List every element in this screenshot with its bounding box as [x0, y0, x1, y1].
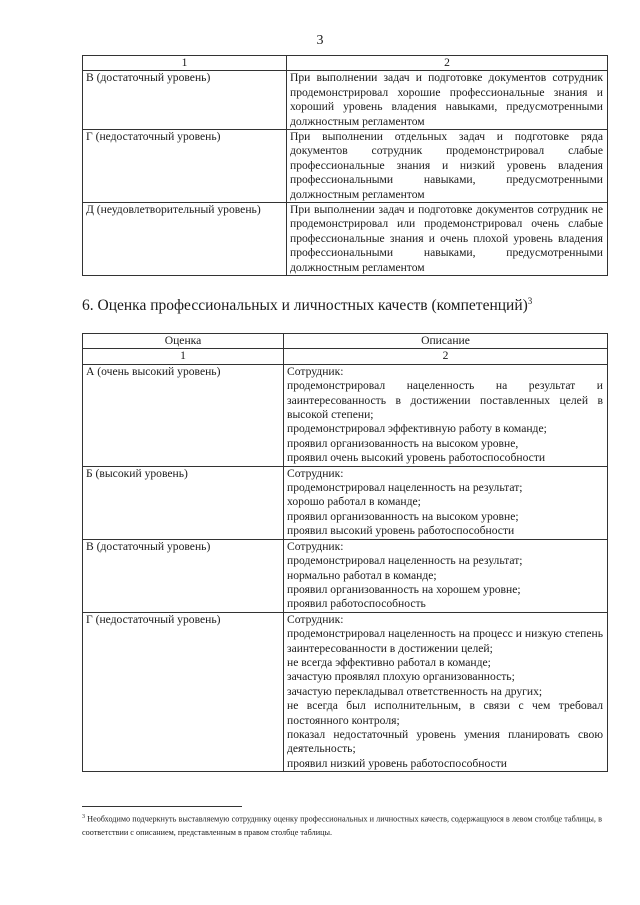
- footnote-reference: 3: [527, 296, 533, 306]
- table-row: [83, 466, 608, 539]
- description-cell: [284, 364, 608, 466]
- table-row: [83, 203, 608, 276]
- description-line: зачастую перекладывал ответственность на других;: [287, 684, 543, 698]
- grade-cell: А (очень высокий уровень): [83, 364, 284, 466]
- description-line: проявил организованность на высоком уровне,: [287, 436, 519, 450]
- section-6-title: [82, 296, 532, 315]
- description-line: проявил работоспособность: [287, 597, 426, 611]
- footnote-divider: [82, 806, 242, 807]
- grade-cell: Б (высокий уровень): [83, 466, 284, 539]
- column-number-2: 2: [284, 349, 608, 364]
- description-cell: При выполнении задач и подготовке документов сотрудник не продемонстрировал или продемонстрировал очень слабые профессиональные знания и очень плохой уровень владения профессиональными навыками, предусмотренными должностным регламентом: [287, 203, 608, 276]
- footnote-text: Необходимо подчеркнуть выставляемую сотруднику оценку профессиональных и личностных качеств, содержащуюся в левом столбце таблицы, в соответствии с описанием, представленным в правом столбце таблицы.: [82, 814, 602, 837]
- description-line: продемонстрировал нацеленность на результат;: [287, 481, 523, 495]
- table-row: [83, 364, 608, 466]
- description-line: не всегда эффективно работал в команде;: [287, 655, 491, 669]
- description-line: не всегда был исполнительным, в связи с чем требовал постоянного контроля;: [287, 699, 603, 727]
- description-line: Сотрудник:: [287, 466, 344, 480]
- column-number-1: 1: [83, 349, 284, 364]
- description-cell: [284, 466, 608, 539]
- description-cell: [284, 539, 608, 612]
- table-row: [83, 130, 608, 203]
- table-header-row: [83, 56, 608, 71]
- description-line: хорошо работал в команде;: [287, 495, 421, 509]
- grade-table-continued: [82, 55, 608, 276]
- grade-cell: Д (неудовлетворительный уровень): [83, 203, 287, 276]
- table-number-row: [83, 349, 608, 364]
- description-line: Сотрудник:: [287, 612, 344, 626]
- column-number-2: 2: [287, 56, 608, 71]
- table-row: [83, 612, 608, 771]
- description-line: проявил низкий уровень работоспособности: [287, 756, 508, 770]
- table-row: [83, 539, 608, 612]
- description-line: нормально работал в команде;: [287, 568, 437, 582]
- section-title-text: 6. Оценка профессиональных и личностных качеств (компетенций): [82, 297, 528, 315]
- description-cell: [284, 612, 608, 771]
- table-header-row: [83, 334, 608, 349]
- description-line: продемонстрировал нацеленность на результат и заинтересованность в достижении поставленных целей в высокой степени;: [287, 379, 603, 422]
- competency-table: [82, 333, 608, 772]
- grade-cell: Г (недостаточный уровень): [83, 130, 287, 203]
- header-grade: Оценка: [83, 334, 284, 349]
- description-line: показал недостаточный уровень умения планировать свою деятельность;: [287, 727, 603, 756]
- description-line: проявил очень высокий уровень работоспособности: [287, 451, 546, 465]
- footnote: [82, 811, 602, 839]
- description-line: зачастую проявлял плохую организованность;: [287, 670, 515, 684]
- description-cell: При выполнении отдельных задач и подготовке ряда документов сотрудник продемонстрировал слабые профессиональные знания и низкий уровень владения профессиональными навыками, предусмотренными должностным регламентом: [287, 130, 608, 203]
- description-line: проявил высокий уровень работоспособности: [287, 524, 515, 538]
- page-number: 3: [316, 33, 324, 48]
- description-line: проявил организованность на хорошем уровне;: [287, 582, 521, 596]
- description-cell: При выполнении задач и подготовке документов сотрудник продемонстрировал хорошие профессиональные знания и хороший уровень владения навыками, предусмотренными должностным регламентом: [287, 71, 608, 130]
- grade-cell: В (достаточный уровень): [83, 539, 284, 612]
- footnote-mark: 3: [82, 814, 85, 820]
- table-row: [83, 71, 608, 130]
- grade-cell: В (достаточный уровень): [83, 71, 287, 130]
- description-line: проявил организованность на высоком уровне;: [287, 509, 519, 523]
- header-description: Описание: [284, 334, 608, 349]
- description-line: Сотрудник:: [287, 539, 344, 553]
- grade-cell: Г (недостаточный уровень): [83, 612, 284, 771]
- description-line: продемонстрировал нацеленность на процесс и низкую степень заинтересованности в достижении целей;: [287, 627, 603, 655]
- column-number-1: 1: [83, 56, 287, 71]
- description-line: продемонстрировал нацеленность на результат;: [287, 554, 523, 568]
- description-line: Сотрудник:: [287, 364, 344, 378]
- description-line: продемонстрировал эффективную работу в команде;: [287, 422, 547, 436]
